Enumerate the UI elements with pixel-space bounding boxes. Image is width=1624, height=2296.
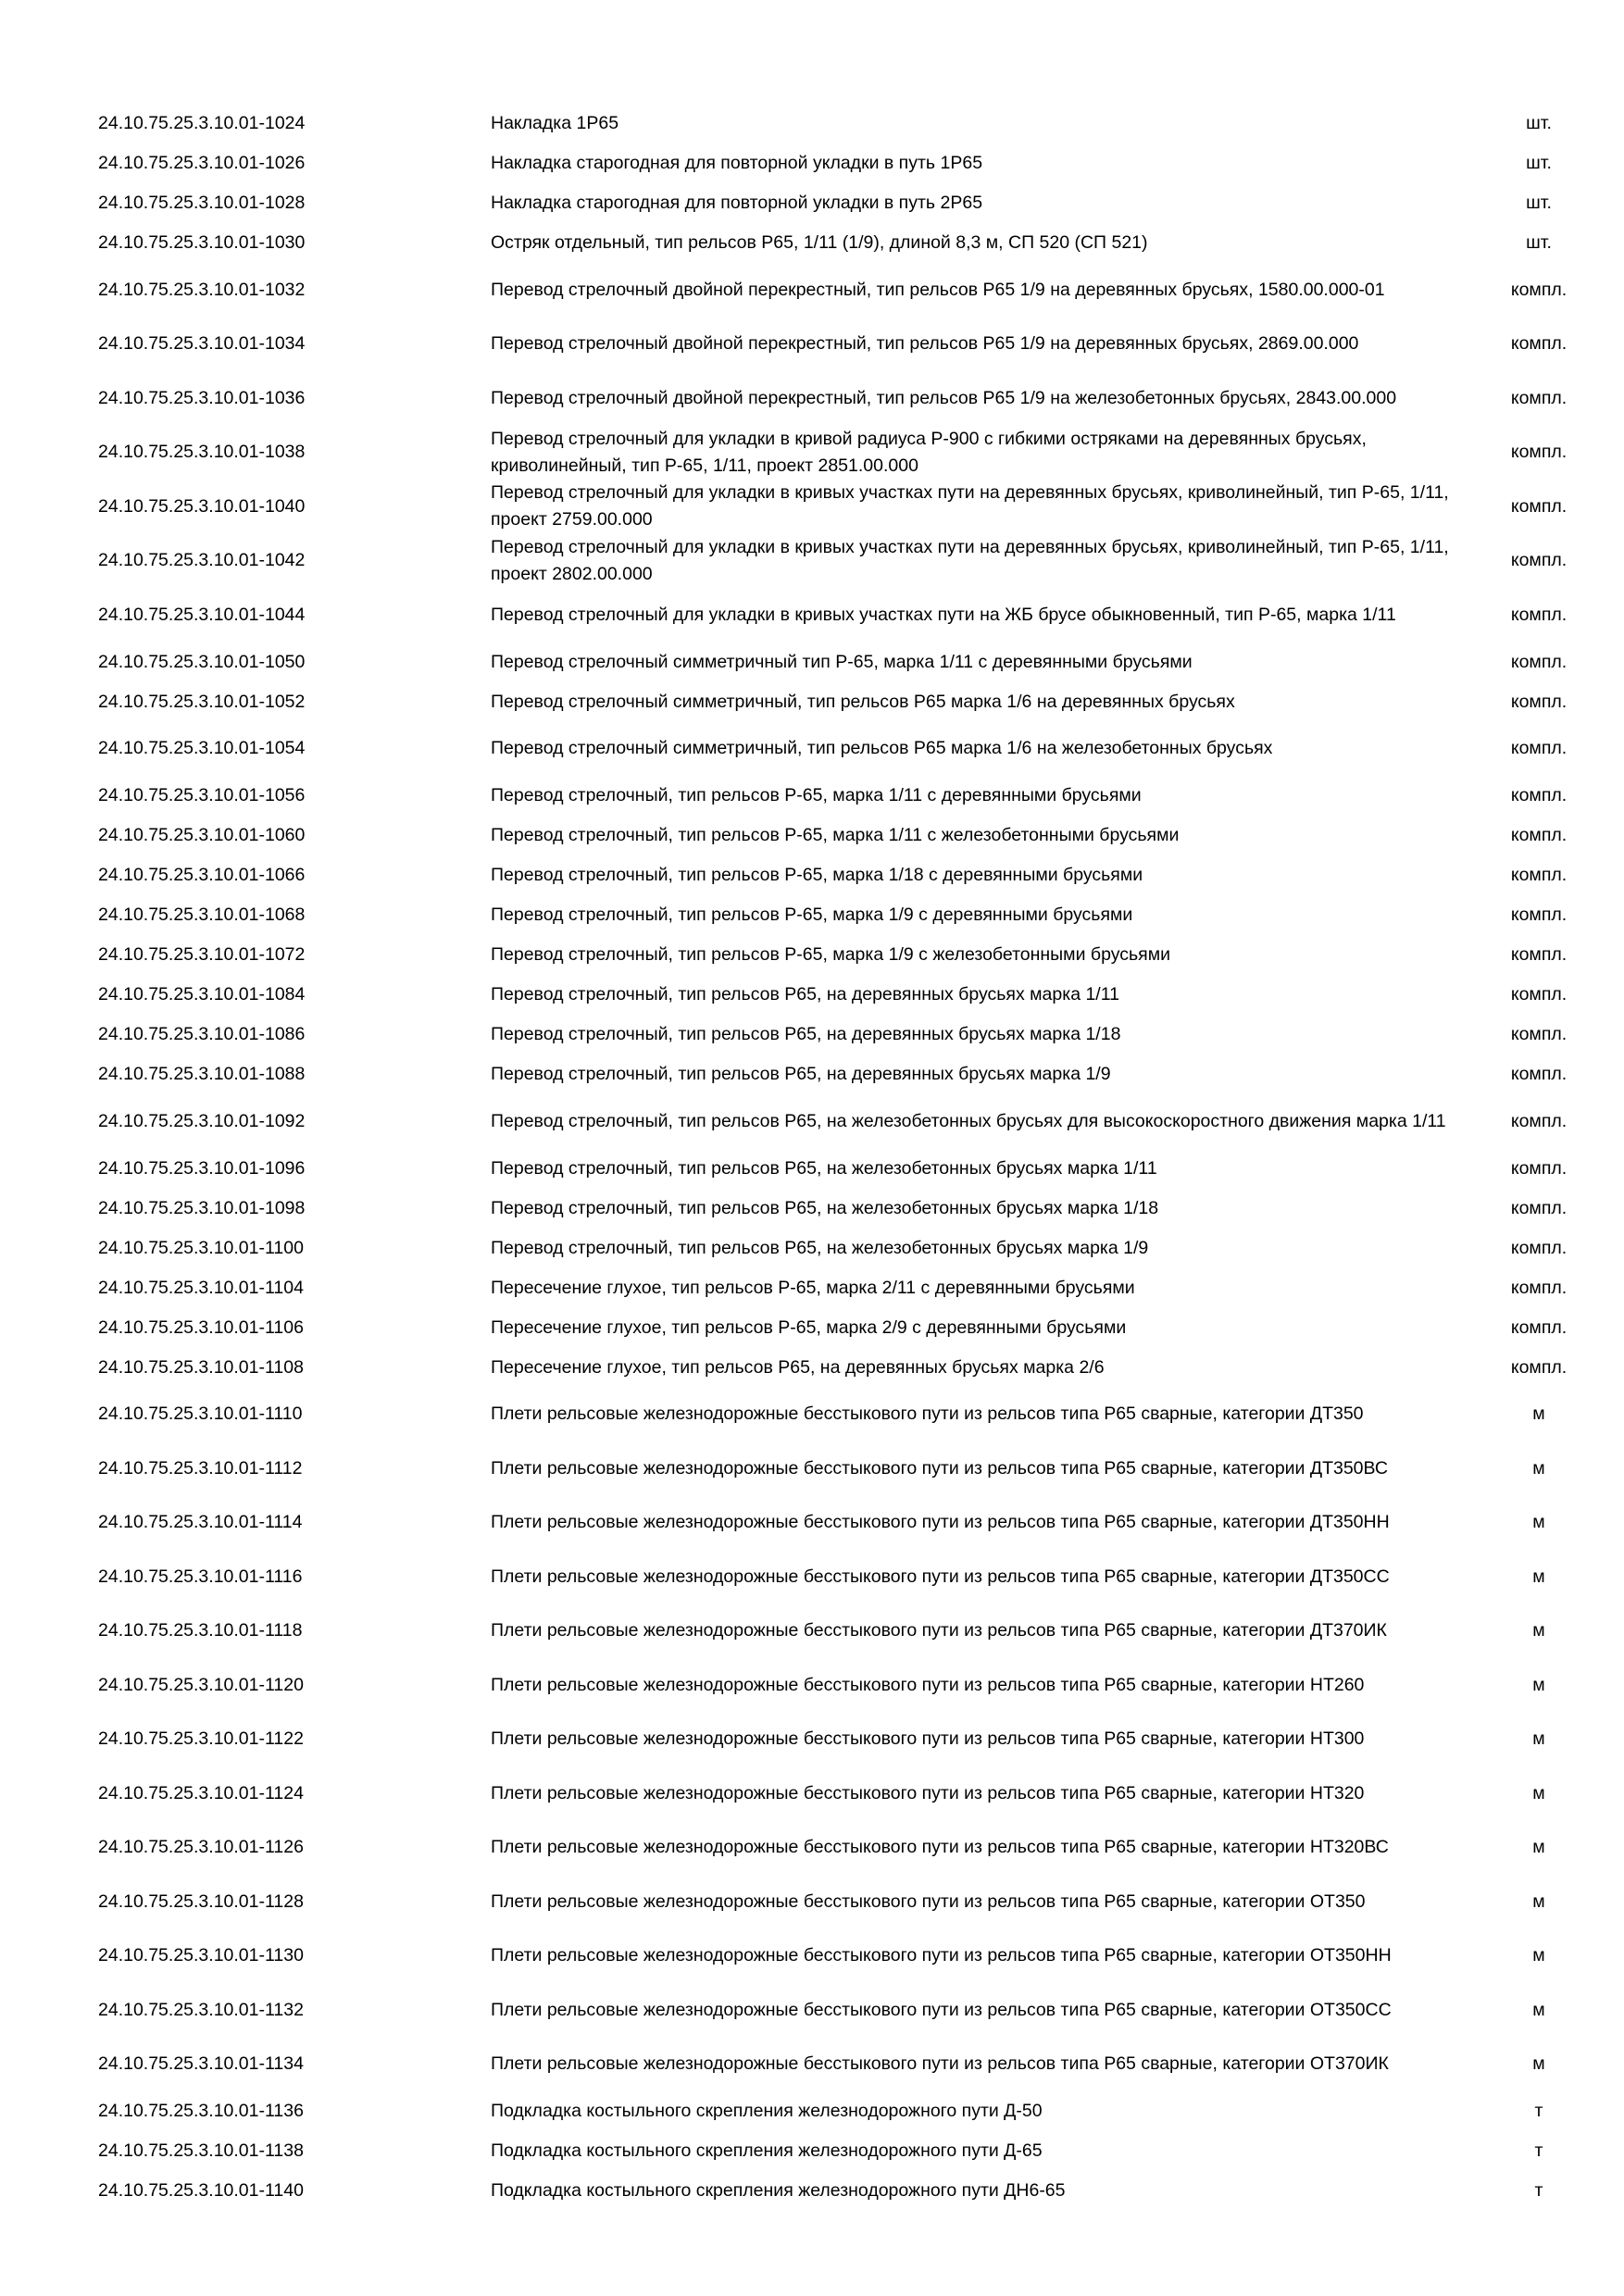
left-margin-cell: [0, 2091, 98, 2131]
table-row: [0, 371, 1624, 426]
item-name: Плети рельсовые железнодорожные бесстыкового пути из рельсов типа Р65 сварные, категории ДТ350ВС: [491, 1457, 1388, 1479]
item-name: Перевод стрелочный симметричный тип Р-65, марка 1/11 с деревянными брусьями: [491, 651, 1193, 672]
item-unit: шт.: [1526, 113, 1552, 133]
table-row: [0, 2091, 1624, 2131]
table-row: [0, 1441, 1624, 1496]
item-code: 24.10.75.25.3.10.01-1114: [98, 1512, 303, 1533]
table-row: [0, 1875, 1624, 1929]
table-row: [0, 1604, 1624, 1659]
item-name: Перевод стрелочный, тип рельсов Р65, на железобетонных брусьях марка 1/9: [491, 1237, 1149, 1258]
table-row: [0, 855, 1624, 895]
item-code: 24.10.75.25.3.10.01-1028: [98, 193, 306, 213]
item-unit: м: [1532, 1837, 1545, 1858]
item-unit: компл.: [1510, 550, 1568, 571]
item-name: Накладка старогодная для повторной укладки в путь 2Р65: [491, 193, 983, 213]
item-name: Плети рельсовые железнодорожные бесстыкового пути из рельсов типа Р65 сварные, категории ОТ350НН: [491, 1945, 1392, 1966]
item-name: Перевод стрелочный, тип рельсов Р65, на железобетонных брусьях марка 1/11: [491, 1157, 1157, 1179]
item-code: 24.10.75.25.3.10.01-1068: [98, 905, 306, 925]
item-name: Плети рельсовые железнодорожные бесстыкового пути из рельсов типа Р65 сварные, категории ОТ370ИК: [491, 2053, 1389, 2075]
item-unit: шт.: [1526, 232, 1552, 253]
item-unit: компл.: [1510, 691, 1568, 712]
item-code: 24.10.75.25.3.10.01-1106: [98, 1316, 304, 1338]
item-unit: м: [1532, 2053, 1545, 2075]
table-row: [0, 1766, 1624, 1821]
item-code: 24.10.75.25.3.10.01-1034: [98, 333, 306, 355]
left-margin-cell: [0, 935, 98, 975]
item-name: Плети рельсовые железнодорожные бесстыкового пути из рельсов типа Р65 сварные, категории НТ300: [491, 1728, 1365, 1750]
left-margin-cell: [0, 144, 98, 183]
item-name: Накладка 1Р65: [491, 113, 619, 133]
left-margin-cell: [0, 816, 98, 855]
item-name: Подкладка костыльного скрепления железнодорожного пути ДН6-65: [491, 2180, 1066, 2201]
item-unit: компл.: [1510, 785, 1568, 805]
table-row: [0, 1268, 1624, 1308]
left-margin-cell: [0, 855, 98, 895]
table-row: [0, 935, 1624, 975]
item-code: 24.10.75.25.3.10.01-1086: [98, 1024, 306, 1044]
table-row: [0, 1929, 1624, 1984]
left-margin-cell: [0, 975, 98, 1015]
table-row: [0, 2131, 1624, 2171]
item-name: Перевод стрелочный двойной перекрестный, тип рельсов Р65 1/9 на железобетонных брусьях, 2843.00.000: [491, 387, 1397, 408]
table-row: [0, 1054, 1624, 1094]
item-unit: м: [1532, 1566, 1545, 1587]
item-code: 24.10.75.25.3.10.01-1126: [98, 1837, 304, 1858]
item-unit: т: [1534, 2140, 1543, 2161]
item-name: Перевод стрелочный, тип рельсов Р65, на железобетонных брусьях марка 1/18: [491, 1197, 1159, 1218]
item-unit: шт.: [1526, 193, 1552, 213]
item-name: Подкладка костыльного скрепления железнодорожного пути Д-50: [491, 2101, 1043, 2121]
item-name: Плети рельсовые железнодорожные бесстыкового пути из рельсов типа Р65 сварные, категории ДТ350НН: [491, 1512, 1390, 1533]
item-code: 24.10.75.25.3.10.01-1054: [98, 738, 306, 759]
item-name: Перевод стрелочный симметричный, тип рельсов Р65 марка 1/6 на железобетонных брусьях: [491, 738, 1273, 759]
item-code: 24.10.75.25.3.10.01-1108: [98, 1356, 304, 1378]
left-margin-cell: [0, 1441, 98, 1496]
item-name: Плети рельсовые железнодорожные бесстыкового пути из рельсов типа Р65 сварные, категории ДТ370ИК: [491, 1620, 1387, 1641]
item-unit: т: [1534, 2180, 1543, 2201]
left-margin-cell: [0, 682, 98, 722]
item-unit: м: [1532, 1512, 1545, 1533]
item-unit: м: [1532, 1890, 1545, 1912]
item-unit: м: [1532, 1945, 1545, 1966]
left-margin-cell: [0, 776, 98, 816]
table-row: [0, 643, 1624, 682]
item-unit: компл.: [1510, 387, 1568, 408]
item-name: Перевод стрелочный, тип рельсов Р65, на железобетонных брусьях для высокоскоростного движения марка 1/11: [491, 1110, 1446, 1131]
table-row: [0, 1658, 1624, 1713]
table-row: [0, 1821, 1624, 1876]
table-row: [0, 534, 1624, 589]
table-row: [0, 682, 1624, 722]
item-unit: компл.: [1510, 1110, 1568, 1131]
item-code: 24.10.75.25.3.10.01-1138: [98, 2140, 304, 2161]
left-margin-cell: [0, 263, 98, 318]
item-unit: компл.: [1510, 738, 1568, 759]
table-row: [0, 975, 1624, 1015]
item-code: 24.10.75.25.3.10.01-1110: [98, 1404, 303, 1425]
table-row: [0, 1094, 1624, 1149]
item-unit: шт.: [1526, 153, 1552, 173]
item-unit: компл.: [1510, 442, 1568, 463]
left-margin-cell: [0, 1015, 98, 1054]
item-code: 24.10.75.25.3.10.01-1042: [98, 550, 306, 571]
left-margin-cell: [0, 1929, 98, 1984]
item-code: 24.10.75.25.3.10.01-1130: [98, 1945, 304, 1966]
item-name: Перевод стрелочный, тип рельсов Р65, на деревянных брусьях марка 1/11: [491, 984, 1119, 1004]
item-name: Плети рельсовые железнодорожные бесстыкового пути из рельсов типа Р65 сварные, категории НТ320ВС: [491, 1837, 1389, 1858]
item-unit: м: [1532, 1674, 1545, 1695]
item-unit: м: [1532, 1620, 1545, 1641]
left-margin-cell: [0, 1713, 98, 1767]
table-row: [0, 2038, 1624, 2092]
left-margin-cell: [0, 426, 98, 480]
left-margin-cell: [0, 1308, 98, 1348]
item-unit: компл.: [1510, 1316, 1568, 1338]
table-row: [0, 1149, 1624, 1189]
item-code: 24.10.75.25.3.10.01-1116: [98, 1566, 303, 1587]
item-unit: компл.: [1510, 905, 1568, 925]
table-row: [0, 895, 1624, 935]
left-margin-cell: [0, 534, 98, 589]
left-margin-cell: [0, 1550, 98, 1604]
table-row: [0, 1229, 1624, 1268]
item-unit: компл.: [1510, 333, 1568, 355]
left-margin-cell: [0, 104, 98, 144]
left-margin-cell: [0, 1054, 98, 1094]
item-name: Плети рельсовые железнодорожные бесстыкового пути из рельсов типа Р65 сварные, категории ОТ350: [491, 1890, 1366, 1912]
table-row: [0, 1983, 1624, 2038]
item-code: 24.10.75.25.3.10.01-1118: [98, 1620, 303, 1641]
item-unit: м: [1532, 1728, 1545, 1750]
item-code: 24.10.75.25.3.10.01-1072: [98, 944, 306, 965]
item-code: 24.10.75.25.3.10.01-1036: [98, 387, 306, 408]
item-name: Плети рельсовые железнодорожные бесстыкового пути из рельсов типа Р65 сварные, категории ДТ350СС: [491, 1566, 1390, 1587]
left-margin-cell: [0, 1766, 98, 1821]
item-unit: компл.: [1510, 1356, 1568, 1378]
item-unit: компл.: [1510, 825, 1568, 845]
table-row: [0, 1550, 1624, 1604]
left-margin-cell: [0, 1604, 98, 1659]
table-row: [0, 183, 1624, 223]
item-unit: компл.: [1510, 1197, 1568, 1218]
table-row: [0, 426, 1624, 480]
left-margin-cell: [0, 2038, 98, 2092]
item-code: 24.10.75.25.3.10.01-1088: [98, 1064, 306, 1084]
item-code: 24.10.75.25.3.10.01-1092: [98, 1110, 306, 1131]
item-name: Пересечение глухое, тип рельсов Р-65, марка 2/11 с деревянными брусьями: [491, 1277, 1135, 1298]
item-code: 24.10.75.25.3.10.01-1136: [98, 2101, 304, 2121]
left-margin-cell: [0, 1094, 98, 1149]
item-name: Перевод стрелочный, тип рельсов Р65, на деревянных брусьях марка 1/9: [491, 1064, 1111, 1084]
item-code: 24.10.75.25.3.10.01-1066: [98, 865, 306, 885]
item-unit: м: [1532, 1404, 1545, 1425]
item-unit: компл.: [1510, 279, 1568, 300]
item-code: 24.10.75.25.3.10.01-1112: [98, 1457, 303, 1479]
item-unit: т: [1534, 2101, 1543, 2121]
table-row: [0, 816, 1624, 855]
item-code: 24.10.75.25.3.10.01-1052: [98, 691, 306, 712]
left-margin-cell: [0, 371, 98, 426]
left-margin-cell: [0, 1388, 98, 1442]
item-unit: м: [1532, 1999, 1545, 2020]
left-margin-cell: [0, 2171, 98, 2211]
table-row: [0, 1308, 1624, 1348]
document-page: [0, 104, 1624, 2211]
item-code: 24.10.75.25.3.10.01-1104: [98, 1277, 304, 1298]
item-name: Плети рельсовые железнодорожные бесстыкового пути из рельсов типа Р65 сварные, категории ОТ350СС: [491, 1999, 1392, 2020]
left-margin-cell: [0, 1658, 98, 1713]
item-name: Перевод стрелочный, тип рельсов Р-65, марка 1/11 с деревянными брусьями: [491, 785, 1142, 805]
item-name: Плети рельсовые железнодорожные бесстыкового пути из рельсов типа Р65 сварные, категории НТ260: [491, 1674, 1365, 1695]
item-name: Перевод стрелочный для укладки в кривых участках пути на деревянных брусьях, криволинейный, тип Р-65, 1/11, проект 2802.00.000: [491, 536, 1449, 584]
item-code: 24.10.75.25.3.10.01-1096: [98, 1157, 306, 1179]
table-row: [0, 722, 1624, 777]
table-row: [0, 1189, 1624, 1229]
left-margin-cell: [0, 1348, 98, 1388]
item-code: 24.10.75.25.3.10.01-1050: [98, 651, 306, 672]
left-margin-cell: [0, 1268, 98, 1308]
left-margin-cell: [0, 183, 98, 223]
left-margin-cell: [0, 722, 98, 777]
item-name: Перевод стрелочный для укладки в кривых участках пути на деревянных брусьях, криволинейный, тип Р-65, 1/11, проект 2759.00.000: [491, 482, 1449, 530]
item-name: Плети рельсовые железнодорожные бесстыкового пути из рельсов типа Р65 сварные, категории ДТ350: [491, 1404, 1364, 1425]
item-code: 24.10.75.25.3.10.01-1084: [98, 984, 306, 1004]
left-margin-cell: [0, 1229, 98, 1268]
table-row: [0, 1713, 1624, 1767]
item-code: 24.10.75.25.3.10.01-1128: [98, 1890, 304, 1912]
table-row: [0, 1348, 1624, 1388]
item-code: 24.10.75.25.3.10.01-1132: [98, 1999, 304, 2020]
left-margin-cell: [0, 895, 98, 935]
left-margin-cell: [0, 223, 98, 263]
table-row: [0, 144, 1624, 183]
item-code: 24.10.75.25.3.10.01-1140: [98, 2180, 304, 2201]
left-margin-cell: [0, 643, 98, 682]
item-name: Перевод стрелочный двойной перекрестный, тип рельсов Р65 1/9 на деревянных брусьях, 2869.00.000: [491, 333, 1359, 355]
table-row: [0, 1015, 1624, 1054]
item-name: Пересечение глухое, тип рельсов Р-65, марка 2/9 с деревянными брусьями: [491, 1316, 1127, 1338]
table-row: [0, 223, 1624, 263]
item-code: 24.10.75.25.3.10.01-1038: [98, 442, 306, 463]
table-row: [0, 2171, 1624, 2211]
item-code: 24.10.75.25.3.10.01-1024: [98, 113, 306, 133]
catalog-table: [0, 104, 1624, 2211]
item-unit: компл.: [1510, 1024, 1568, 1044]
item-name: Подкладка костыльного скрепления железнодорожного пути Д-65: [491, 2140, 1043, 2161]
item-name: Остряк отдельный, тип рельсов Р65, 1/11 (1/9), длиной 8,3 м, СП 520 (СП 521): [491, 232, 1148, 253]
item-name: Перевод стрелочный для укладки в кривых участках пути на ЖБ брусе обыкновенный, тип Р-65, марка 1/11: [491, 604, 1396, 625]
left-margin-cell: [0, 1496, 98, 1551]
table-row: [0, 318, 1624, 372]
left-margin-cell: [0, 588, 98, 643]
item-unit: м: [1532, 1457, 1545, 1479]
item-name: Перевод стрелочный, тип рельсов Р-65, марка 1/9 с железобетонными брусьями: [491, 944, 1170, 965]
left-margin-cell: [0, 480, 98, 534]
item-code: 24.10.75.25.3.10.01-1122: [98, 1728, 304, 1750]
item-code: 24.10.75.25.3.10.01-1134: [98, 2053, 304, 2075]
item-name: Пересечение глухое, тип рельсов Р65, на деревянных брусьях марка 2/6: [491, 1356, 1105, 1378]
item-name: Накладка старогодная для повторной укладки в путь 1Р65: [491, 153, 983, 173]
table-row: [0, 776, 1624, 816]
item-unit: компл.: [1510, 1237, 1568, 1258]
table-row: [0, 588, 1624, 643]
left-margin-cell: [0, 318, 98, 372]
item-name: Перевод стрелочный, тип рельсов Р-65, марка 1/18 с деревянными брусьями: [491, 865, 1143, 885]
item-code: 24.10.75.25.3.10.01-1100: [98, 1237, 304, 1258]
item-code: 24.10.75.25.3.10.01-1124: [98, 1782, 304, 1803]
item-code: 24.10.75.25.3.10.01-1098: [98, 1197, 306, 1218]
item-code: 24.10.75.25.3.10.01-1032: [98, 279, 306, 300]
table-row: [0, 480, 1624, 534]
table-row: [0, 1496, 1624, 1551]
item-unit: компл.: [1510, 1064, 1568, 1084]
left-margin-cell: [0, 1983, 98, 2038]
item-code: 24.10.75.25.3.10.01-1030: [98, 232, 306, 253]
item-code: 24.10.75.25.3.10.01-1060: [98, 825, 306, 845]
item-code: 24.10.75.25.3.10.01-1026: [98, 153, 306, 173]
left-margin-cell: [0, 1189, 98, 1229]
item-code: 24.10.75.25.3.10.01-1044: [98, 604, 306, 625]
item-unit: компл.: [1510, 865, 1568, 885]
item-name: Перевод стрелочный двойной перекрестный, тип рельсов Р65 1/9 на деревянных брусьях, 1580.00.000-01: [491, 279, 1385, 300]
left-margin-cell: [0, 1821, 98, 1876]
left-margin-cell: [0, 2131, 98, 2171]
catalog-body: [0, 104, 1624, 2211]
table-row: [0, 263, 1624, 318]
item-unit: компл.: [1510, 651, 1568, 672]
table-row: [0, 1388, 1624, 1442]
item-name: Плети рельсовые железнодорожные бесстыкового пути из рельсов типа Р65 сварные, категории НТ320: [491, 1782, 1365, 1803]
item-code: 24.10.75.25.3.10.01-1040: [98, 495, 306, 517]
item-unit: компл.: [1510, 1277, 1568, 1298]
item-code: 24.10.75.25.3.10.01-1120: [98, 1674, 304, 1695]
left-margin-cell: [0, 1875, 98, 1929]
item-unit: компл.: [1510, 944, 1568, 965]
item-name: Перевод стрелочный, тип рельсов Р-65, марка 1/11 с железобетонными брусьями: [491, 825, 1180, 845]
item-unit: м: [1532, 1782, 1545, 1803]
item-unit: компл.: [1510, 495, 1568, 517]
item-name: Перевод стрелочный, тип рельсов Р-65, марка 1/9 с деревянными брусьями: [491, 905, 1133, 925]
item-unit: компл.: [1510, 1157, 1568, 1179]
item-unit: компл.: [1510, 604, 1568, 625]
item-code: 24.10.75.25.3.10.01-1056: [98, 785, 306, 805]
item-name: Перевод стрелочный для укладки в кривой радиуса Р-900 с гибкими остряками на деревянных брусьях, криволинейный, тип Р-65, 1/11, проект 2851.00.000: [491, 428, 1367, 476]
item-name: Перевод стрелочный симметричный, тип рельсов Р65 марка 1/6 на деревянных брусьях: [491, 691, 1235, 712]
item-unit: компл.: [1510, 984, 1568, 1004]
left-margin-cell: [0, 1149, 98, 1189]
table-row: [0, 104, 1624, 144]
item-name: Перевод стрелочный, тип рельсов Р65, на деревянных брусьях марка 1/18: [491, 1024, 1121, 1044]
